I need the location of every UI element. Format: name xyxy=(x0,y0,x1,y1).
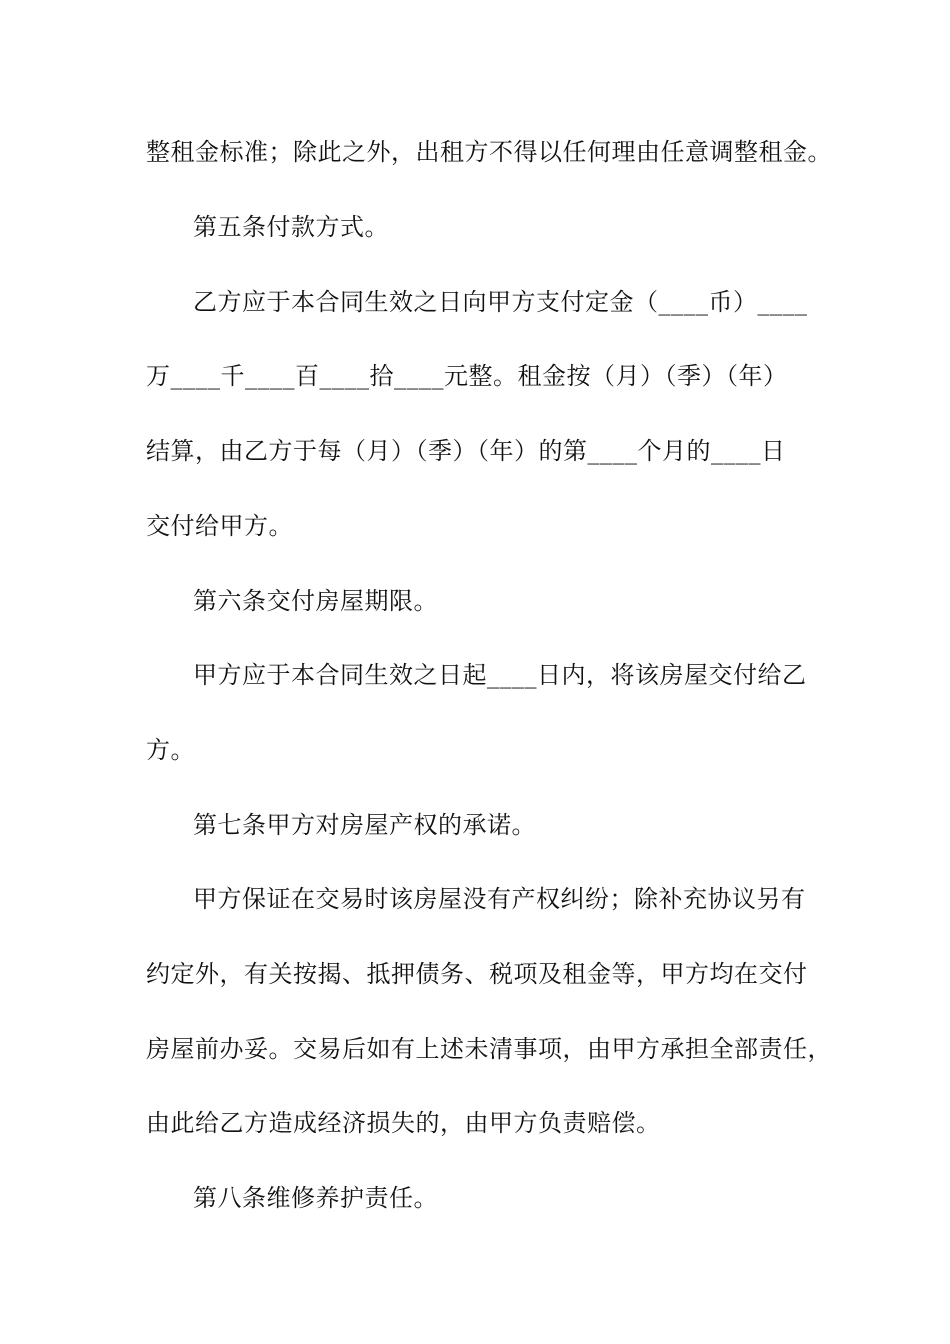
text-line: 整租金标准；除此之外，出租方不得以任何理由任意调整租金。 xyxy=(146,138,832,166)
article-heading: 第五条付款方式。 xyxy=(193,213,389,241)
text-line: 由此给乙方造成经济损失的，由甲方负责赔偿。 xyxy=(146,1109,661,1137)
article-heading: 第六条交付房屋期限。 xyxy=(193,587,438,615)
text-line: 万____千____百____拾____元整。租金按（月）（季）（年） xyxy=(146,362,788,390)
text-line: 约定外，有关按揭、抵押债务、税项及租金等，甲方均在交付 xyxy=(146,960,808,988)
text-line: 甲方保证在交易时该房屋没有产权纠纷；除补充协议另有 xyxy=(193,885,806,913)
text-line: 甲方应于本合同生效之日起____日内，将该房屋交付给乙 xyxy=(193,661,807,689)
text-line: 乙方应于本合同生效之日向甲方支付定金（____币）____ xyxy=(193,288,808,316)
text-line: 方。 xyxy=(146,736,195,764)
article-heading: 第八条维修养护责任。 xyxy=(193,1184,438,1212)
text-line: 交付给甲方。 xyxy=(146,512,293,540)
text-line: 结算，由乙方于每（月）（季）（年）的第____个月的____日 xyxy=(146,437,786,465)
text-line: 房屋前办妥。交易后如有上述未清事项，由甲方承担全部责任， xyxy=(146,1035,832,1063)
article-heading: 第七条甲方对房屋产权的承诺。 xyxy=(193,811,536,839)
